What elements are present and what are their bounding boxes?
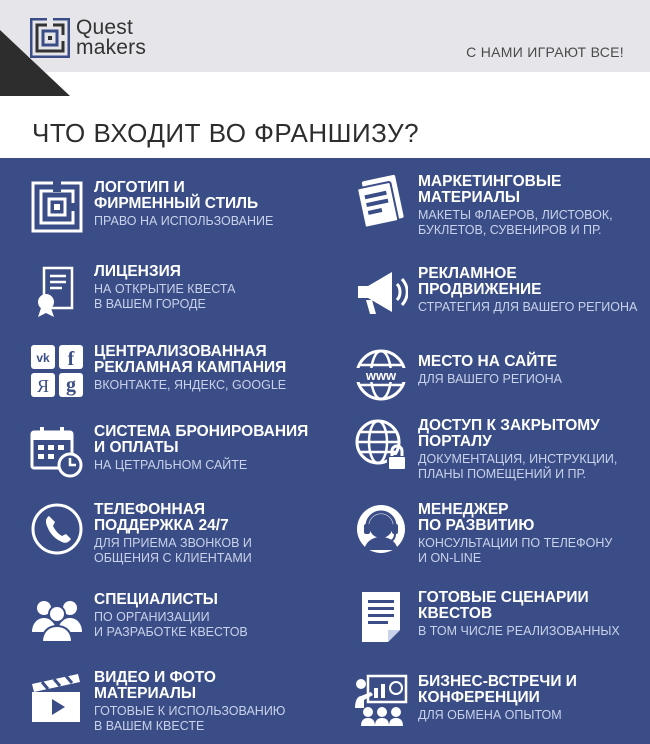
feature-subtitle-1: КОНСУЛЬТАЦИИ ПО ТЕЛЕФОНУ xyxy=(418,536,613,550)
brand-logo xyxy=(30,18,146,58)
vk-label: vk xyxy=(36,351,50,365)
feature-title-2: ПОРТАЛУ xyxy=(418,433,492,450)
maze-logo-icon xyxy=(30,18,70,58)
feature-subtitle-2: ПЛАНЫ ПОМЕЩЕНИЙ И ПР. xyxy=(418,467,586,481)
people-icon xyxy=(30,592,84,646)
presentation-icon xyxy=(354,674,408,728)
feature-title-2: КОНФЕРЕНЦИИ xyxy=(418,689,540,706)
phone-icon xyxy=(30,502,84,556)
www-label: www xyxy=(365,368,397,383)
feature-subtitle: В ТОМ ЧИСЛЕ РЕАЛИЗОВАННЫХ xyxy=(418,624,620,638)
certificate-icon xyxy=(30,264,84,318)
feature-title-1: РЕКЛАМНОЕ xyxy=(418,265,517,282)
ya-label: Я xyxy=(36,376,50,396)
www-globe-icon xyxy=(354,348,408,402)
brand-line2: makers xyxy=(76,36,147,59)
g-label: g xyxy=(66,374,76,396)
feature-title-2: ПО РАЗВИТИЮ xyxy=(418,517,535,534)
document-icon xyxy=(354,590,408,644)
feature-subtitle-2: БУКЛЕТОВ, СУВЕНИРОВ И ПР. xyxy=(418,223,602,237)
feature-subtitle-1: ДЛЯ ПРИЕМА ЗВОНКОВ И xyxy=(94,536,252,550)
feature-subtitle: ДЛЯ ВАШЕГО РЕГИОНА xyxy=(418,372,563,386)
feature-subtitle-1: ДОКУМЕНТАЦИЯ, ИНСТРУКЦИИ, xyxy=(418,452,618,466)
feature-subtitle-2: И РАЗРАБОТКЕ КВЕСТОВ xyxy=(94,625,248,639)
features-panel xyxy=(0,158,650,744)
feature-subtitle-2: В ВАШЕМ ГОРОДЕ xyxy=(94,297,206,311)
feature-title-1: МАРКЕТИНГОВЫЕ xyxy=(418,173,562,190)
fb-label: f xyxy=(67,348,75,370)
headset-manager-icon xyxy=(354,502,408,556)
feature-title-2: ПОДДЕРЖКА 24/7 xyxy=(94,517,229,534)
feature-title-1: ДОСТУП К ЗАКРЫТОМУ xyxy=(418,417,600,434)
feature-subtitle-1: ГОТОВЫЕ К ИСПОЛЬЗОВАНИЮ xyxy=(94,704,286,718)
feature-title-2: КВЕСТОВ xyxy=(418,605,493,622)
brand-name xyxy=(76,18,146,58)
page-title: ЧТО ВХОДИТ ВО ФРАНШИЗУ? xyxy=(32,118,420,148)
feature-subtitle-2: И ON-LINE xyxy=(418,551,482,565)
feature-title-1: ВИДЕО И ФОТО xyxy=(94,669,216,686)
megaphone-icon xyxy=(354,266,408,320)
feature-title-1: СПЕЦИАЛИСТЫ xyxy=(94,591,218,608)
tagline: С НАМИ ИГРАЮТ ВСЕ! xyxy=(466,44,624,60)
feature-subtitle-1: ПО ОРГАНИЗАЦИИ xyxy=(94,610,210,624)
feature-title-1: ЦЕНТРАЛИЗОВАННАЯ xyxy=(94,343,267,360)
feature-subtitle: ПРАВО НА ИСПОЛЬЗОВАНИЕ xyxy=(94,214,274,228)
feature-subtitle-2: В ВАШЕМ КВЕСТЕ xyxy=(94,719,205,733)
feature-title-2: РЕКЛАМНАЯ КАМПАНИЯ xyxy=(94,359,287,376)
calendar-clock-icon xyxy=(30,424,84,478)
feature-title-1: БИЗНЕС-ВСТРЕЧИ И xyxy=(418,673,577,690)
feature-title-2: ФИРМЕННЫЙ СТИЛЬ xyxy=(94,195,259,212)
feature-title-2: И ОПЛАТЫ xyxy=(94,439,179,456)
flyers-icon xyxy=(354,174,408,228)
globe-lock-icon xyxy=(354,418,408,472)
feature-subtitle-1: НА ОТКРЫТИЕ КВЕСТА xyxy=(94,282,236,296)
feature-subtitle: ДЛЯ ОБМЕНА ОПЫТОМ xyxy=(418,708,562,722)
feature-subtitle-1: МАКЕТЫ ФЛАЕРОВ, ЛИСТОВОК, xyxy=(418,208,613,222)
feature-title-1: ЛОГОТИП И xyxy=(94,179,185,196)
feature-title-1: ЛИЦЕНЗИЯ xyxy=(94,263,181,280)
maze-logo-icon xyxy=(30,180,84,234)
feature-title-1: МЕСТО НА САЙТЕ xyxy=(418,353,558,370)
feature-subtitle: НА ЦЕТРАЛЬНОМ САЙТЕ xyxy=(94,458,248,472)
feature-subtitle: ВКОНТАКТЕ, ЯНДЕКС, GOOGLE xyxy=(94,378,287,392)
feature-title-2: МАТЕРИАЛЫ xyxy=(418,189,521,206)
feature-subtitle: СТРАТЕГИЯ ДЛЯ ВАШЕГО РЕГИОНА xyxy=(418,300,638,314)
brand-line1: Quest xyxy=(76,16,134,39)
feature-title-1: ГОТОВЫЕ СЦЕНАРИИ xyxy=(418,589,589,606)
feature-title-1: ТЕЛЕФОННАЯ xyxy=(94,501,206,518)
feature-title-2: МАТЕРИАЛЫ xyxy=(94,685,197,702)
feature-subtitle-2: ОБЩЕНИЯ С КЛИЕНТАМИ xyxy=(94,551,252,565)
feature-title-1: СИСТЕМА БРОНИРОВАНИЯ xyxy=(94,423,309,440)
clapperboard-icon xyxy=(30,670,84,724)
feature-title-1: МЕНЕДЖЕР xyxy=(418,501,509,518)
social-networks-icon xyxy=(30,344,84,398)
feature-title-2: ПРОДВИЖЕНИЕ xyxy=(418,281,542,298)
